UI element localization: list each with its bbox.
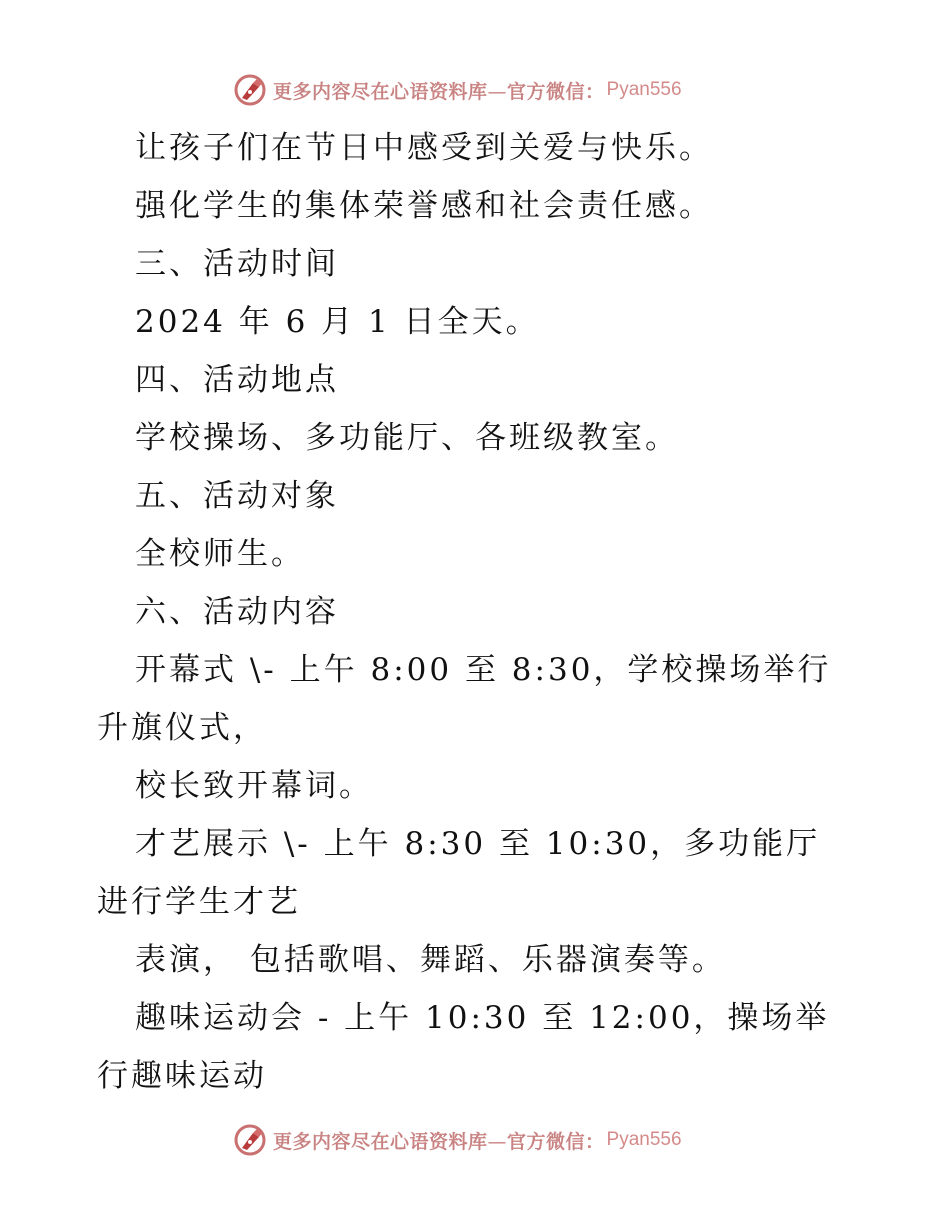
pen-nib-logo-icon (233, 73, 267, 107)
header-watermark (233, 73, 682, 107)
body-line: 全校师生。 (135, 536, 305, 572)
body-line: 让孩子们在节日中感受到关爱与快乐。 (135, 130, 713, 166)
pen-nib-logo-icon (233, 1123, 267, 1157)
watermark-text: 更多内容尽在心语资料库—官方微信： (273, 80, 605, 103)
body-line: 开幕式 \- 上午 8:00 至 8:30，学校操场举行 (135, 652, 832, 688)
body-line: 表演， 包括歌唱、舞蹈、乐器演奏等。 (135, 942, 726, 978)
section-heading-time: 三、活动时间 (135, 246, 339, 282)
body-line: 学校操场、多功能厅、各班级教室。 (135, 420, 679, 456)
watermark-wechat-id: Pyan556 (606, 1129, 682, 1150)
section-heading-location: 四、活动地点 (135, 362, 339, 398)
footer-watermark (233, 1123, 682, 1157)
body-line: 才艺展示 \- 上午 8:30 至 10:30，多功能厅 (135, 826, 821, 862)
watermark-wechat-id: Pyan556 (606, 79, 682, 100)
body-line: 进行学生才艺 (97, 884, 301, 920)
body-line: 趣味运动会 - 上午 10:30 至 12:00，操场举 (135, 1000, 830, 1036)
section-heading-audience: 五、活动对象 (135, 478, 339, 514)
body-line: 升旗仪式， (97, 710, 267, 746)
body-line: 强化学生的集体荣誉感和社会责任感。 (135, 188, 713, 224)
watermark-text: 更多内容尽在心语资料库—官方微信： (273, 1130, 605, 1153)
body-line: 2024 年 6 月 1 日全天。 (135, 304, 540, 340)
body-line: 校长致开幕词。 (135, 768, 373, 804)
section-heading-content: 六、活动内容 (135, 594, 339, 630)
body-line: 行趣味运动 (97, 1058, 267, 1094)
